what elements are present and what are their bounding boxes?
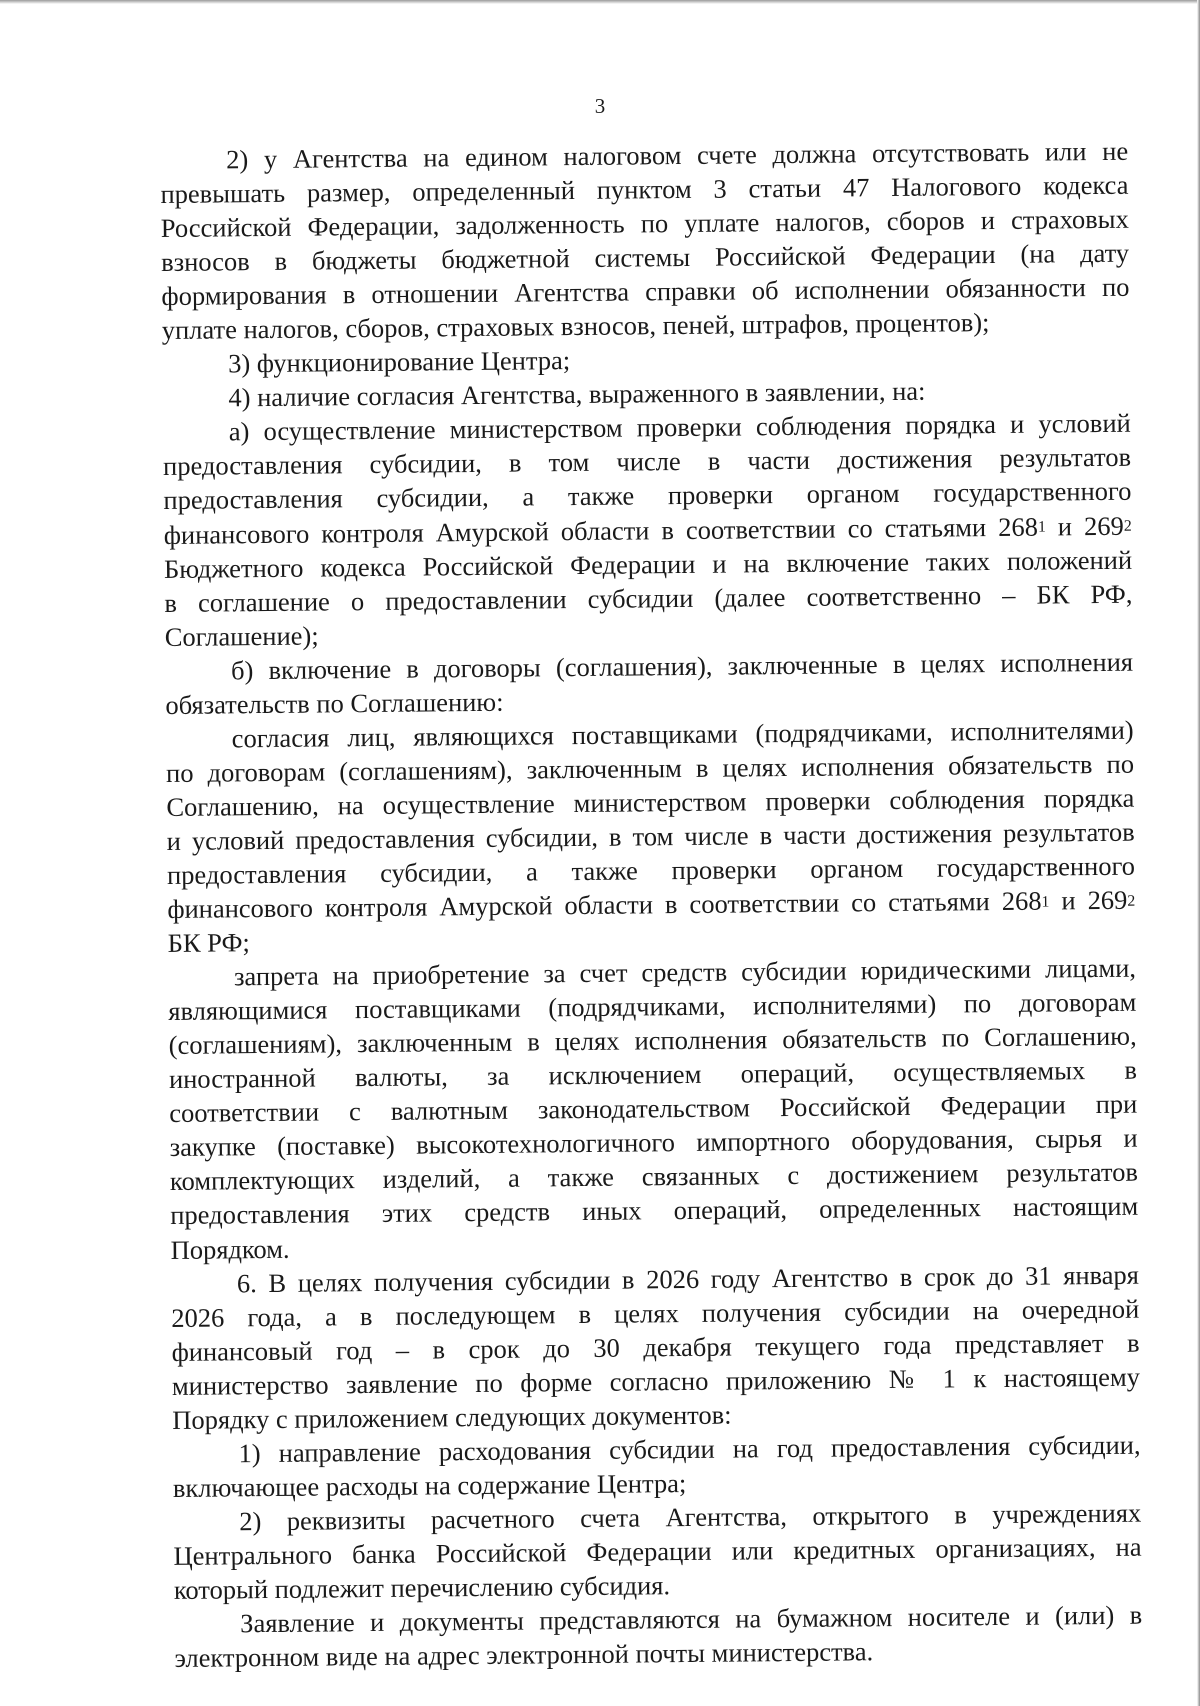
text-line: Бюджетного кодекса Российской Федерации и на включение таких положений (163, 544, 1133, 584)
text-line: соответствии с валютным законодательством Российской Федерации при (169, 1088, 1138, 1129)
superscript: 2 (1127, 892, 1136, 910)
text-line: взносов в бюджеты бюджетной системы Российской Федерации (на дату (160, 237, 1130, 278)
text-line: (соглашениям), заключенным в целях исполнения обязательств по Соглашению, (168, 1020, 1137, 1061)
text-line: БК РФ; (167, 927, 250, 959)
text-line: уплате налогов, сборов, страховых взносов, пеней, штрафов, процентов); (161, 307, 990, 346)
text-line: 2) у Агентства на едином налоговом счете должна отсутствовать или не (226, 135, 1129, 175)
text-line: по договорам (соглашениям), заключенным в целях исполнения обязательств по (165, 748, 1135, 788)
text-line: формирования в отношении Агентства справки об исполнении обязанности по (161, 271, 1130, 312)
document-body (160, 134, 1143, 1675)
text-line: финансового контроля Амурской области в соответствии со статьями $268^1$ и $269^2$ (167, 884, 1136, 924)
superscript: 1 (1041, 893, 1050, 911)
text-line: министерство заявление по форме согласно приложению № 1 к настоящему (171, 1361, 1141, 1401)
text-line: иностранной валюты, за исключением операций, осуществляемых в (168, 1054, 1138, 1095)
text-line: 6. В целях получения субсидии в 2026 году Агентство в срок до 31 января (236, 1259, 1140, 1298)
text-line: предоставления субсидии, а также проверки органом государственного (166, 850, 1136, 890)
text-line: комплектующих изделий, а также связанных с достижением результатов (169, 1157, 1139, 1197)
text-line: 1) направление расходования субсидии на год предоставления субсидии, (238, 1429, 1141, 1469)
text-line: 3) функционирование Центра; (227, 345, 571, 379)
text-line: 2026 года, а в последующем в целях получения субсидии на очередной (171, 1293, 1140, 1333)
text-line: предоставления субсидии, а также проверки органом государственного (163, 476, 1132, 516)
text-line: финансового контроля Амурской области в соответствии со статьями $268^1$ и $269^2$ (163, 510, 1132, 550)
page-number: 3 (594, 94, 606, 118)
text-line: предоставления этих средств иных операций, определенных настоящим (170, 1191, 1139, 1231)
text-line: Соглашение); (164, 620, 319, 652)
text-line: предоставления субсидии, в том числе в части достижения результатов (162, 442, 1132, 482)
text-line: Российской Федерации, задолженность по уплате налогов, сборов и страховых (160, 203, 1129, 244)
text-line: который подлежит перечислению субсидия. (173, 1570, 671, 1605)
text-line: Порядком. (170, 1233, 290, 1265)
text-line: Центрального банка Российской Федерации или кредитных организациях, на (173, 1531, 1142, 1571)
superscript: 2 (1123, 518, 1132, 536)
text-line: являющимися поставщиками (подрядчиками, исполнителями) по договорам (168, 986, 1137, 1027)
text-line: 4) наличие согласия Агентства, выраженного в заявлении, на: (228, 375, 926, 413)
text-line: включающее расходы на содержание Центра; (172, 1467, 687, 1503)
text-line: в соглашение о предоставлении субсидии (далее соответственно – БК РФ, (164, 578, 1133, 618)
text-line: превышать размер, определенный пунктом 3 статьи 47 Налогового кодекса (160, 169, 1129, 210)
text-line: согласия лиц, являющихся поставщиками (подрядчиками, исполнителями) (231, 714, 1134, 754)
text-line: б) включение в договоры (соглашения), заключенные в целях исполнения (230, 646, 1134, 686)
text-line: Заявление и документы представляются на бумажном носителе и (или) в (240, 1599, 1143, 1639)
text-line: 2) реквизиты расчетного счета Агентства, открытого в учреждениях (239, 1497, 1142, 1537)
text-line: и условий предоставления субсидии, в том числе в части достижения результатов (166, 816, 1135, 856)
text-line: электронном виде на адрес электронной почты министерства. (174, 1636, 874, 1673)
superscript: 1 (1037, 518, 1046, 536)
scan-edge-top (0, 0, 1200, 4)
text-line: Соглашению, на осуществление министерством проверки соблюдения порядка (166, 782, 1135, 822)
text-line: финансовый год – в срок до 30 декабря текущего года представляет в (171, 1327, 1140, 1367)
text-line: обязательств по Соглашению: (165, 686, 504, 720)
text-line: а) осуществление министерством проверки соблюдения порядка и условий (228, 408, 1131, 447)
text-line: запрета на приобретение за счет средств субсидии юридическими лицами, (233, 952, 1137, 992)
text-line: Порядку с приложением следующих документов: (172, 1399, 732, 1435)
text-line: закупке (поставке) высокотехнологичного импортного оборудования, сырья и (169, 1123, 1138, 1163)
